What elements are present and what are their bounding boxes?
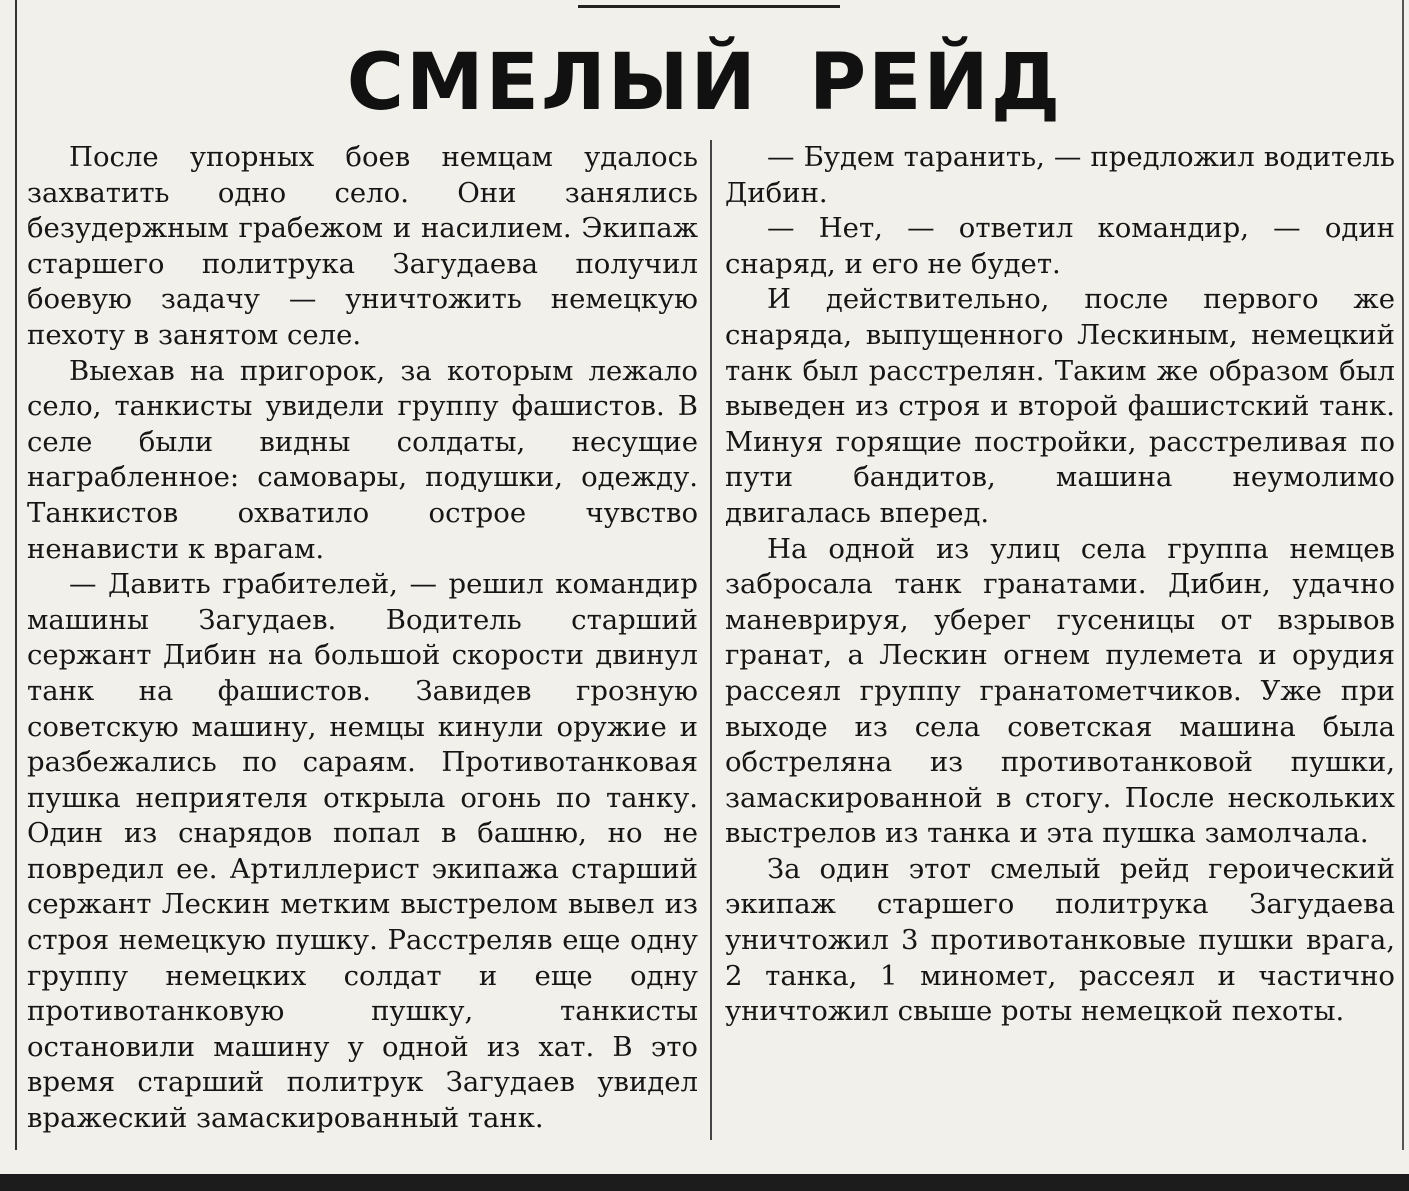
paragraph: После упорных боев немцам удалось захватить одно село. Они занялись безудержным грабежом и насилием. Экипаж старшего политрука Загудаева получил боевую задачу — уничтожить немецкую пехоту в занятом селе. (27, 141, 698, 351)
paragraph: На одной из улиц села группа немцев забросала танк гранатами. Дибин, удачно маневрируя, уберег гусеницы от взрывов гранат, а Лескин огнем пулемета и орудия рассеял группу гранатометчиков. Уже при выходе из села советская машина была обстреляна из противотанковой пушки, замаскированной в стогу. После нескольких выстрелов из танка и эта пушка замолчала. (725, 532, 1395, 850)
paragraph: — Давить грабителей, — решил командир машины Загудаев. Водитель старший сержант Дибин на большой скорости двинул танк на фашистов. Завидев грозную советскую машину, немцы кинули оружие и разбежались по сараям. Противотанковая пушка неприятеля открыла огонь по танку. Один из снарядов попал в башню, но не повредил ее. Артиллерист экипажа старший сержант Лескин метким выстрелом вывел из строя немецкую пушку. Расстреляв еще одну группу немецких солдат и еще одну противотанковую пушку, танкисты остановили машину у одной из хат. В это время старший политрук Загудаев увидел вражеский замаскированный танк. (27, 568, 698, 1135)
column-divider (710, 140, 712, 1140)
paragraph: За один этот смелый рейд героический экипаж старшего политрука Загудаева уничтожил 3 противотанковые пушки врага, 2 танка, 1 миномет, рассеял и частично уничтожил свыше роты немецкой пехоты. (725, 852, 1395, 1028)
paragraph: — Будем таранить, — предложил водитель Дибин. (725, 141, 1395, 209)
bottom-edge-band (0, 1174, 1409, 1191)
top-rule (578, 5, 840, 8)
right-border-rule (1402, 0, 1404, 1150)
left-border-rule (15, 0, 17, 1150)
article-column-right (725, 140, 1395, 1030)
headline: СМЕЛЫЙ РЕЙД (346, 38, 1063, 128)
paragraph: И действительно, после первого же снаряда, выпущенного Лескиным, немецкий танк был расстрелян. Таким же образом был выведен из строя и второй фашистский танк. Минуя горящие постройки, расстреливая по пути бандитов, машина неумолимо двигалась вперед. (725, 283, 1395, 529)
article-column-left (27, 140, 698, 1137)
paragraph: — Нет, — ответил командир, — один снаряд, и его не будет. (725, 212, 1395, 280)
paragraph: Выехав на пригорок, за которым лежало село, танкисты увидели группу фашистов. В селе были видны солдаты, несущие награбленное: самовары, подушки, одежду. Танкистов охватило острое чувство ненависти к врагам. (27, 354, 698, 565)
